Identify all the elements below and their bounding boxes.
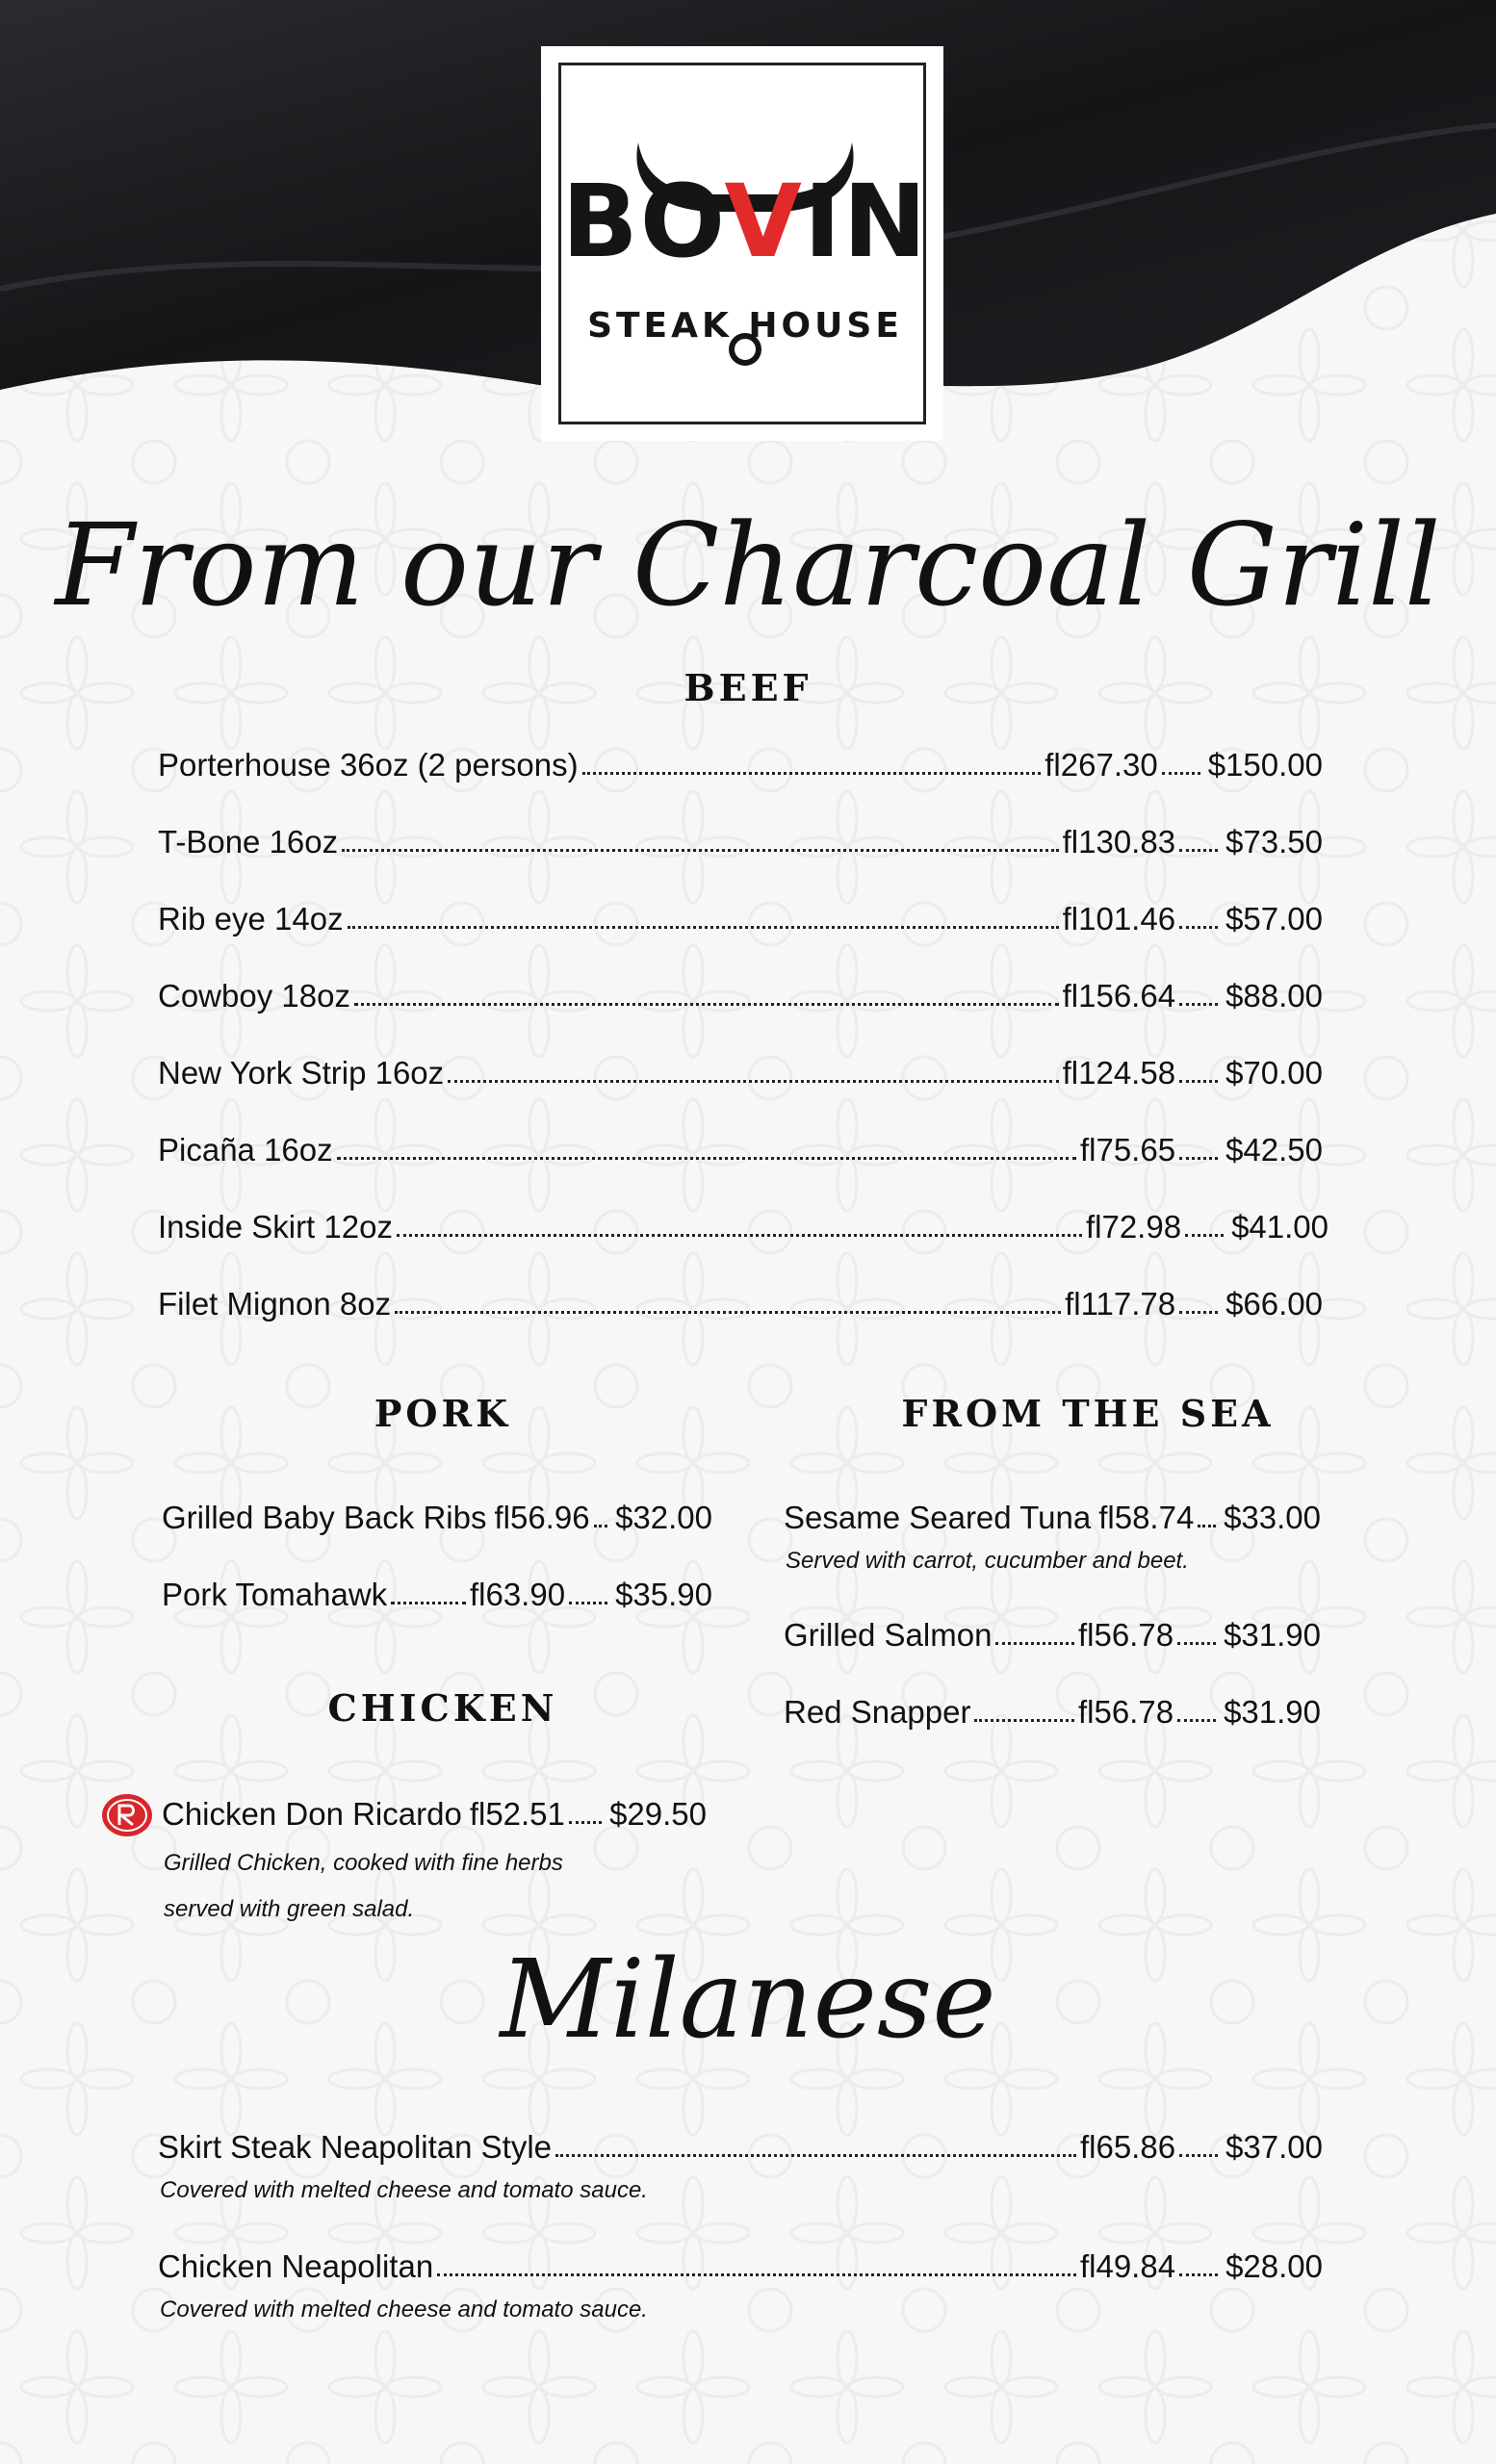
leader-dots (337, 1147, 1076, 1160)
menu-row (162, 1577, 712, 1613)
menu-row (158, 1286, 1323, 1322)
leader-dots (395, 1301, 1061, 1314)
item-description: Covered with melted cheese and tomato sauce. (160, 2177, 648, 2203)
leader-dots (1179, 2144, 1218, 2157)
logo-brand (561, 163, 929, 280)
menu-row (162, 1796, 707, 1833)
leader-dots (995, 1632, 1074, 1645)
item-name: Grilled Baby Back Ribs (162, 1500, 487, 1535)
leader-dots (582, 762, 1042, 775)
leader-dots (342, 839, 1059, 852)
menu-row (784, 1500, 1321, 1536)
house-special-badge-icon (100, 1792, 154, 1838)
item-price-usd: $37.00 (1225, 2129, 1323, 2165)
item-price-usd: $33.00 (1224, 1500, 1321, 1535)
menu-row (158, 978, 1323, 1014)
menu-row (784, 1694, 1321, 1731)
leader-dots (354, 993, 1059, 1006)
item-name: Grilled Salmon (784, 1617, 993, 1653)
leader-dots (1179, 1147, 1218, 1160)
leader-dots (1179, 2264, 1218, 2276)
item-price-florin: fl65.86 (1079, 2129, 1176, 2165)
menu-row (158, 1132, 1323, 1168)
item-price-florin: fl52.51 (469, 1796, 565, 1832)
item-price-usd: $66.00 (1225, 1286, 1323, 1322)
leader-dots (594, 1515, 608, 1527)
item-price-usd: $150.00 (1207, 747, 1323, 783)
logo-frame (558, 63, 929, 424)
item-price-florin: fl63.90 (469, 1577, 566, 1612)
item-description: Served with carrot, cucumber and beet. (786, 1548, 1189, 1574)
item-description: served with green salad. (164, 1896, 415, 1922)
leader-dots (1198, 1515, 1216, 1527)
item-name: T-Bone 16oz (158, 824, 339, 860)
leader-dots (1179, 993, 1218, 1006)
item-price-florin: fl75.65 (1079, 1132, 1176, 1168)
item-price-usd: $70.00 (1225, 1055, 1323, 1091)
leader-dots (1179, 916, 1218, 929)
leader-dots (1179, 1070, 1218, 1083)
item-price-florin: fl56.78 (1077, 1617, 1174, 1653)
leader-dots (1162, 762, 1200, 775)
item-price-florin: fl72.98 (1085, 1209, 1182, 1245)
item-price-florin: fl130.83 (1062, 824, 1176, 860)
item-price-florin: fl117.78 (1065, 1286, 1176, 1322)
item-name: Pork Tomahawk (162, 1577, 388, 1612)
leader-dots (569, 1811, 602, 1824)
leader-dots (348, 916, 1059, 929)
item-name: Cowboy 18oz (158, 978, 350, 1014)
item-name: Red Snapper (784, 1694, 971, 1730)
menu-row (158, 901, 1323, 937)
leader-dots (448, 1070, 1058, 1083)
item-price-usd: $31.90 (1224, 1617, 1321, 1653)
item-name: Picaña 16oz (158, 1132, 333, 1168)
item-price-florin: fl56.78 (1077, 1694, 1174, 1730)
item-price-florin: fl101.46 (1062, 901, 1176, 937)
logo-brand-accent: V (724, 163, 804, 280)
item-price-usd: $57.00 (1225, 901, 1323, 937)
item-price-florin: fl49.84 (1079, 2248, 1176, 2284)
item-name: Rib eye 14oz (158, 901, 344, 937)
menu-row (158, 747, 1323, 783)
menu-row (158, 1209, 1328, 1245)
section-heading-chicken: CHICKEN (327, 1686, 558, 1730)
logo (541, 46, 943, 441)
grill-title: From our Charcoal Grill (55, 499, 1441, 631)
item-name: Filet Mignon 8oz (158, 1286, 392, 1322)
menu-row (158, 2248, 1323, 2285)
item-name: Sesame Seared Tuna (784, 1500, 1092, 1535)
item-price-florin: fl156.64 (1062, 978, 1176, 1014)
leader-dots (555, 2144, 1076, 2157)
item-price-usd: $35.90 (615, 1577, 712, 1612)
item-description: Grilled Chicken, cooked with fine herbs (164, 1850, 563, 1876)
item-price-usd: $42.50 (1225, 1132, 1323, 1168)
item-price-usd: $41.00 (1231, 1209, 1328, 1245)
item-price-florin: fl124.58 (1062, 1055, 1176, 1091)
item-name: Chicken Neapolitan (158, 2248, 434, 2284)
leader-dots (1177, 1709, 1216, 1722)
item-price-florin: fl267.30 (1045, 747, 1158, 783)
leader-dots (974, 1709, 1073, 1722)
leader-dots (437, 2264, 1076, 2276)
item-name: Inside Skirt 12oz (158, 1209, 393, 1245)
leader-dots (1177, 1632, 1216, 1645)
logo-brand-text: BOVIN (561, 163, 929, 280)
item-name: New York Strip 16oz (158, 1055, 445, 1091)
menu-row (162, 1500, 712, 1536)
logo-subtitle: STEAK HOUSE (587, 306, 903, 346)
leader-dots (1179, 839, 1218, 852)
leader-dots (569, 1592, 607, 1604)
item-price-usd: $31.90 (1224, 1694, 1321, 1730)
section-heading-pork: PORK (374, 1392, 512, 1435)
menu-row (158, 1055, 1323, 1091)
section-heading-sea: FROM THE SEA (901, 1392, 1275, 1435)
leader-dots (397, 1224, 1082, 1237)
leader-dots (1185, 1224, 1224, 1237)
item-name: Skirt Steak Neapolitan Style (158, 2129, 553, 2165)
item-price-usd: $28.00 (1225, 2248, 1323, 2284)
item-price-usd: $88.00 (1225, 978, 1323, 1014)
item-price-usd: $73.50 (1225, 824, 1323, 860)
item-price-usd: $29.50 (609, 1796, 707, 1832)
menu-row (158, 824, 1323, 860)
menu-row (784, 1617, 1321, 1654)
item-price-florin: fl58.74 (1098, 1500, 1195, 1535)
item-name: Porterhouse 36oz (2 persons) (158, 747, 579, 783)
item-name: Chicken Don Ricardo (162, 1796, 462, 1832)
item-price-florin: fl56.96 (494, 1500, 590, 1535)
milanese-title: Milanese (500, 1938, 996, 2063)
section-heading-beef: BEEF (684, 666, 812, 709)
item-price-usd: $32.00 (615, 1500, 712, 1535)
item-description: Covered with melted cheese and tomato sauce. (160, 2297, 648, 2323)
leader-dots (391, 1592, 466, 1604)
menu-row (158, 2129, 1323, 2166)
leader-dots (1179, 1301, 1218, 1314)
